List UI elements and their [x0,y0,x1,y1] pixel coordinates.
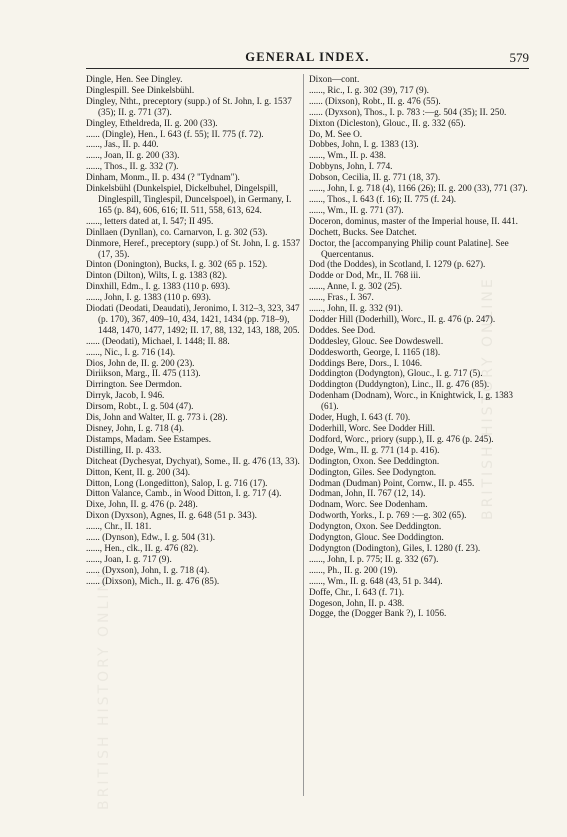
index-entry: Dogeson, John, II. p. 438. [309,597,405,608]
index-entry: ...... (Dixson), Robt., II. g. 476 (55). [309,95,441,106]
index-entry: Doddesley, Glouc. See Dowdeswell. [309,335,444,346]
index-entry: Dodenham (Dodnam), Worc., in Knightwick, I. g. 1383 (61). [309,390,513,412]
index-entry: Dingley, Etheldreda, II. g. 200 (33). [86,117,218,128]
index-entry: ......, Joan, II. g. 200 (33). [86,150,180,161]
index-entry: ...... (Deodati), Michael, I. 1448; II. 88. [86,335,230,346]
index-entry: Dod (the Doddes), in Scotland, I. 1279 (p. 627). [309,259,486,270]
index-entry: Dinglespill. See Dinkelsbühl. [86,84,195,95]
index-entry: Diriikson, Marg., II. 475 (113). [86,368,201,379]
index-entry: ......, Hen., clk., II. g. 476 (82). [86,542,199,553]
index-entry: Dirrington. See Dermdon. [86,379,182,390]
index-entry: ......, Nic., I. g. 716 (14). [86,346,176,357]
index-entry: Dodman (Dudman) Point, Cornw., II. p. 455. [309,477,475,488]
index-entry: Doceron, dominus, master of the Imperial house, II. 441. [309,215,518,226]
index-entry: Dios, John de, II. g. 200 (23). [86,357,195,368]
index-entry: ......, Wm., II. p. 438. [309,150,386,161]
index-entry: ......, Anne, I. g. 302 (25). [309,281,402,292]
index-entry: Doddington (Duddyngton), Linc., II. g. 476 (85). [309,379,490,390]
index-entry: Dodder Hill (Doderhill), Worc., II. g. 476 (p. 247). [309,313,496,324]
index-entry: Disney, John, I. g. 718 (4). [86,423,184,433]
index-entry: Dinkelsbühl (Dunkelspiel, Dickelbuhel, Dingelspill, Dinglespill, Tinglespil, Duncelspoel), in Germany, I. 165 (p. 84), 606, 616; II. 511, 558, 613, 624. [86,183,292,215]
index-entry: ......, Ric., I. g. 302 (39), 717 (9). [309,84,429,95]
index-entry: Dingley, Ntht., preceptory (supp.) of St. John, I. g. 1537 (35); II. g. 771 (37). [86,95,292,117]
index-entry: Dodyngton, Glouc. See Doddington. [309,532,444,543]
index-entry: Dinllaen (Dynllan), co. Carnarvon, I. g. 302 (53). [86,226,268,237]
index-entry: ......, Thos., I. 643 (f. 16); II. 775 (f. 24). [309,193,457,204]
index-entry: ...... (Dixson), Mich., II. g. 476 (85). [86,575,220,586]
index-entry: Doddington (Dodyngton), Glouc., I. g. 717 (5). [309,368,483,379]
index-entry: Dinton (Donington), Bucks, I. g. 302 (65 p. 152). [86,259,268,270]
index-entry: Dodyngton, Oxon. See Deddington. [309,521,442,532]
index-entry: Ditton, Long (Longeditton), Salop, I. g. 716 (17). [86,477,268,488]
index-entry: Distilling, II. p. 433. [86,444,162,455]
index-entry: Dogge, the (Dogger Bank ?), I. 1056. [309,608,447,619]
index-entry: Dinton (Dilton), Wilts, I. g. 1383 (82). [86,270,228,281]
watermark-lower: BRITISH HISTORY ONLINE [96,566,112,810]
index-entry: Dodford, Worc., priory (supp.), II. g. 476 (p. 245). [309,433,494,444]
index-entry: Dirryk, Jacob, I. 946. [86,390,165,401]
index-entry: Ditton, Kent, II. g. 200 (34). [86,466,191,477]
index-entry: Dobbyns, John, I. 774. [309,161,393,172]
index-entry: Ditcheat (Dychesyat, Dychyat), Some., II. g. 476 (13, 33). [86,455,300,466]
index-entry: Dingle, Hen. See Dingley. [86,74,183,84]
index-entry: Dixe, John, II. g. 476 (p. 248). [86,499,198,510]
index-entry: Dodnam, Worc. See Dodenham. [309,499,428,510]
index-entry: Dixon (Dyxson), Agnes, II. g. 648 (51 p. 343). [86,510,257,521]
index-entry: Dodge, Wm., II. g. 771 (14 p. 416). [309,444,440,455]
index-entry: Do, M. See O. [309,128,363,139]
index-entry: ......, John, I. g. 718 (4), 1166 (26); II. g. 200 (33), 771 (37). [309,183,528,194]
index-entry: ......, Fras., I. 367. [309,292,374,303]
index-entry: Dixon—cont. [309,74,360,84]
index-entry: ......, John, I. p. 775; II. g. 332 (67). [309,553,439,564]
index-entry: ......, Joan, I. g. 717 (9). [86,553,172,564]
index-entry: ...... (Dyxson), John, I. g. 718 (4). [86,564,210,575]
index-entry: ......, Chr., II. 181. [86,521,152,532]
index-entry: Distamps, Madam. See Estampes. [86,433,212,444]
index-entry: Doderhill, Worc. See Dodder Hill. [309,423,435,433]
index-entry: Diodati (Deodati, Deaudati), Jeronimo, I. 312–3, 323, 347 (p. 170), 367, 409–10, 434, 1421, 1434 (pp. 718–9), 1448, 1470, 1477, 1492; II. 17, 88, 132, 143, 188, 205. [86,303,300,335]
index-entry: Doddesworth, George, I. 1165 (18). [309,346,441,357]
index-entry: Dodman, John, II. 767 (12, 14). [309,488,426,499]
index-entry: Doffe, Chr., I. 643 (f. 71). [309,586,405,597]
page-number: 579 [509,50,529,65]
index-entry: ......, Ph., II. g. 200 (19). [309,564,398,575]
index-entry: Dobbes, John, I. g. 1383 (13). [309,139,419,150]
index-entry: ...... (Dynson), Edw., I. g. 504 (31). [86,532,216,543]
index-entry: Doddes. See Dod. [309,324,376,335]
index-entry: Dodington, Giles. See Dodyngton. [309,466,437,477]
index-entry: ...... (Dyxson), Thos., I. p. 783 :—g. 504 (35); II. 250. [309,106,507,117]
page-header [86,50,529,69]
index-entry: ......, Wm., II. g. 771 (37). [309,204,404,215]
index-entry: Dinham, Monm., II. p. 434 (? "Tydnam"). [86,172,240,183]
index-entry: ...... (Dingle), Hen., I. 643 (f. 55); II. 775 (f. 72). [86,128,264,139]
index-entry: Dobson, Cecilia, II. g. 771 (18, 37). [309,172,441,183]
index-entry: Dis, John and Walter, II. g. 773 i. (28). [86,412,228,423]
index-entry: Ditton Valance, Camb., in Wood Ditton, I. g. 717 (4). [86,488,282,499]
index-entry: Dodde or Dod, Mr., II. 768 iii. [309,270,421,281]
index-entry: ......, Wm., II. g. 648 (43, 51 p. 344). [309,575,443,586]
index-entry: Doctor, the [accompanying Philip count Palatine]. See Quercentanus. [309,237,509,259]
index-entry: Doder, Hugh, I. 643 (f. 70). [309,412,411,423]
index-entry: Dodworth, Yorks., I. p. 769 :—g. 302 (65). [309,510,467,521]
index-entry: Doddings Bere, Dors., I. 1046. [309,357,423,368]
index-entry: ......, Jas., II. p. 440. [86,139,159,150]
page-title: GENERAL INDEX. [245,50,370,64]
index-entry: Dinmore, Heref., preceptory (supp.) of St. John, I. g. 1537 (17, 35). [86,237,301,259]
index-entry: Dinxhill, Edm., I. g. 1383 (110 p. 693). [86,281,231,292]
right-column [309,74,528,619]
index-entry: ......, letters dated at, I. 547; II 495. [86,215,214,226]
index-entry: ......, John, II. g. 332 (91). [309,303,403,314]
index-entry: Dodington, Oxon. See Deddington. [309,455,440,466]
left-column [86,74,305,587]
index-entry: Dodyngton (Dodington), Giles, I. 1280 (f. 23). [309,542,481,553]
index-entry: ......, Thos., II. g. 332 (7). [86,161,179,172]
index-entry: ......, John, I. g. 1383 (110 p. 693). [86,292,211,303]
index-entry: Dirsom, Robt., I. g. 504 (47). [86,401,194,412]
index-entry: Dixton (Dicleston), Glouc., II. g. 332 (65). [309,117,466,128]
watermark: BRITISH HISTORY ONLINE [480,276,496,520]
index-entry: Dochett, Bucks. See Datchet. [309,226,417,237]
